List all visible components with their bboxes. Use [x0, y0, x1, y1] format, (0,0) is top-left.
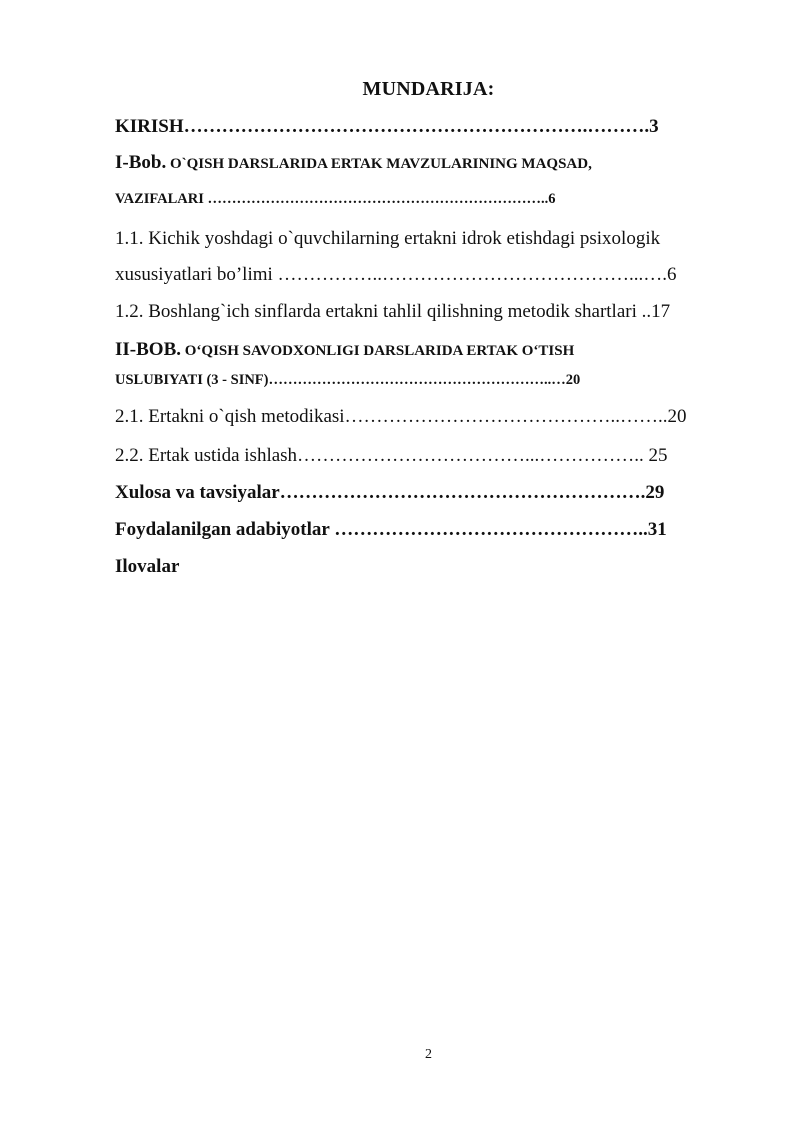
- toc-bob1-title: O`QISH DARSLARIDA ERTAK MAVZULARINING MAQSAD,: [166, 156, 592, 172]
- toc-entry-ilovalar: Ilovalar: [115, 556, 180, 577]
- toc-entry-bob1-continuation: VAZIFALARI ……………………………………………………………..6: [115, 191, 556, 207]
- page-number: 2: [425, 1047, 432, 1062]
- toc-entry-kirish: KIRISH……………………………………………………….……….3: [115, 116, 659, 137]
- toc-bob2-prefix: II-BOB.: [115, 339, 181, 360]
- toc-bob1-prefix: I-Bob.: [115, 152, 167, 173]
- toc-entry-foydalanilgan: Foydalanilgan adabiyotlar …………………………………………..31: [115, 519, 667, 540]
- toc-entry-bob2-continuation: USLUBIYATI (3 - SINF)…………………………………………………..…20: [115, 372, 581, 388]
- toc-entry-2-2: 2.2. Ertak ustida ishlash………………………………...…………….. 25: [115, 445, 668, 466]
- page-title: MUNDARIJA:: [362, 78, 495, 100]
- toc-entry-1-1-line1: 1.1. Kichik yoshdagi o`quvchilarning ertakni idrok etishdagi psixologik: [115, 228, 661, 249]
- toc-entry-bob1-heading: [115, 152, 745, 174]
- toc-entry-1-2: 1.2. Boshlang`ich sinflarda ertakni tahlil qilishning metodik shartlari ..17: [115, 301, 671, 322]
- toc-entry-xulosa: Xulosa va tavsiyalar………………………………………………….29: [115, 482, 665, 503]
- toc-bob2-title: O‘QISH SAVODXONLIGI DARSLARIDA ERTAK O‘TISH: [181, 343, 575, 359]
- toc-entry-bob2-heading: [115, 339, 745, 361]
- toc-entry-1-1-line2: xususiyatlari bo’limi ……………..…………………………………...….6: [115, 264, 677, 285]
- toc-entry-2-1: 2.1. Ertakni o`qish metodikasi……………………………………..……..20: [115, 406, 687, 427]
